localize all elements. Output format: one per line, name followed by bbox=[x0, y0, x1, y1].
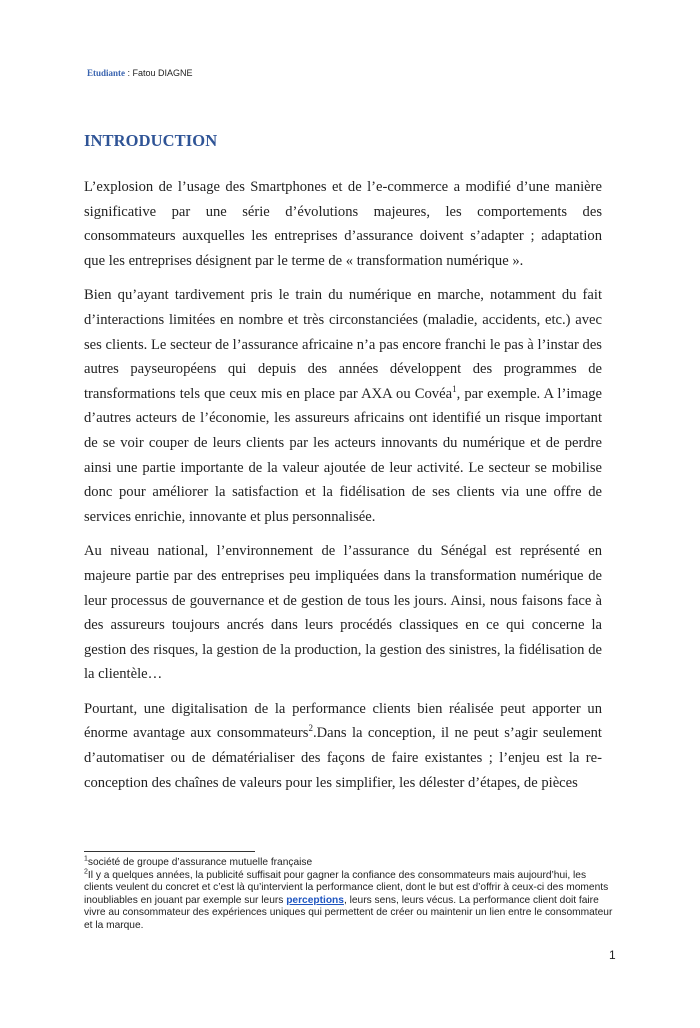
paragraph-2 bbox=[84, 283, 602, 529]
footnote-2-number: 2 bbox=[84, 868, 88, 876]
body-text bbox=[84, 175, 602, 805]
student-name: Fatou DIAGNE bbox=[132, 68, 193, 78]
page-number: 1 bbox=[609, 948, 616, 962]
student-label: Etudiante bbox=[87, 68, 126, 78]
paragraph-4-text-a: Pourtant, une digitalisation de la performance clients bien réalisée peut apporter un énorme avantage aux consommateurs bbox=[84, 700, 602, 742]
footnote-ref-1[interactable]: 1 bbox=[452, 383, 457, 394]
paragraph-3: Au niveau national, l’environnement de l’assurance du Sénégal est représenté en majeure partie par des entreprises peu impliquées dans la transformation numérique de leur processus de gouvernance et de gestion de tous les jours. Ainsi, nous faisons face à des assureurs toujours ancrés dans leurs procédés classiques en ce qui concerne la gestion des risques, la gestion de la production, la gestion des sinistres, la fidélisation de la clientèle… bbox=[84, 543, 602, 683]
footnote-2-text-b: , leurs sens, leurs vécus. La performance client doit faire vivre au consommateur des expériences uniques qui permettent de créer ou maintenir un lien entre le consommateur et la marque. bbox=[84, 894, 613, 931]
footnote-1 bbox=[84, 857, 616, 870]
header-separator: : bbox=[125, 68, 133, 78]
paragraph-1: L’explosion de l’usage des Smartphones et de l’e-commerce a modifié d’une manière significative par une série d’évolutions majeures, les comportements des consommateurs auxquelles les entreprises d’assurance doivent s’adapter ; adaptation que les entreprises désignent par le terme de « transformation numérique ». bbox=[84, 179, 602, 269]
footnote-1-text: société de groupe d’assurance mutuelle française bbox=[87, 857, 313, 868]
paragraph-2-text-b: , par exemple. A l’image d’autres acteurs de l’économie, les assureurs africains ont identifié un risque important de se voir couper de leurs clients par les acteurs innovants du numérique et de perdre ainsi une partie importante de la valeur ajoutée de leur activité. Le secteur se mobilise donc pour améliorer la satisfaction et la fidélisation de ses clients via une offre de services enrichie, innovante et plus personnalisée. bbox=[84, 385, 602, 525]
section-heading: INTRODUCTION bbox=[84, 131, 218, 150]
perceptions-link[interactable]: perceptions bbox=[286, 894, 344, 906]
footnote-2-text-a: Il y a quelques années, la publicité suffisait pour gagner la confiance des consommateurs mais aujourd’hui, les clients veulent du concret et c’est là qu’intervient la performance client, dont le but est d’offrir à ceux-ci des moments inoubliables en jouant par exemple sur leurs bbox=[84, 869, 609, 906]
footnote-ref-2[interactable]: 2 bbox=[308, 723, 313, 734]
paragraph-4-text-b: .Dans la conception, il ne peut s’agir seulement d’automatiser ou de dématérialiser des façons de faire existantes ; l’enjeu est la re-conception des chaînes de valeurs pour les simplifier, les délester d’étapes, de pièces bbox=[84, 725, 602, 791]
paragraph-4 bbox=[84, 697, 602, 795]
footnote-2 bbox=[84, 870, 616, 933]
footnote-1-number: 1 bbox=[84, 855, 88, 863]
paragraph-2-text-a: Bien qu’ayant tardivement pris le train du numérique en marche, notamment du fait d’interactions limitées en nombre et très circonstanciées (maladie, accidents, etc.) avec ses clients. Le secteur de l’assurance africaine n’a pas encore franchi le pas à l’instar des autres payseuropéens qui depuis des années développent des programmes de transformations tels que ceux mis en place par AXA ou Covéa bbox=[84, 287, 602, 402]
footnote-separator bbox=[84, 851, 255, 852]
footnotes bbox=[84, 857, 616, 933]
page-header bbox=[87, 68, 193, 78]
